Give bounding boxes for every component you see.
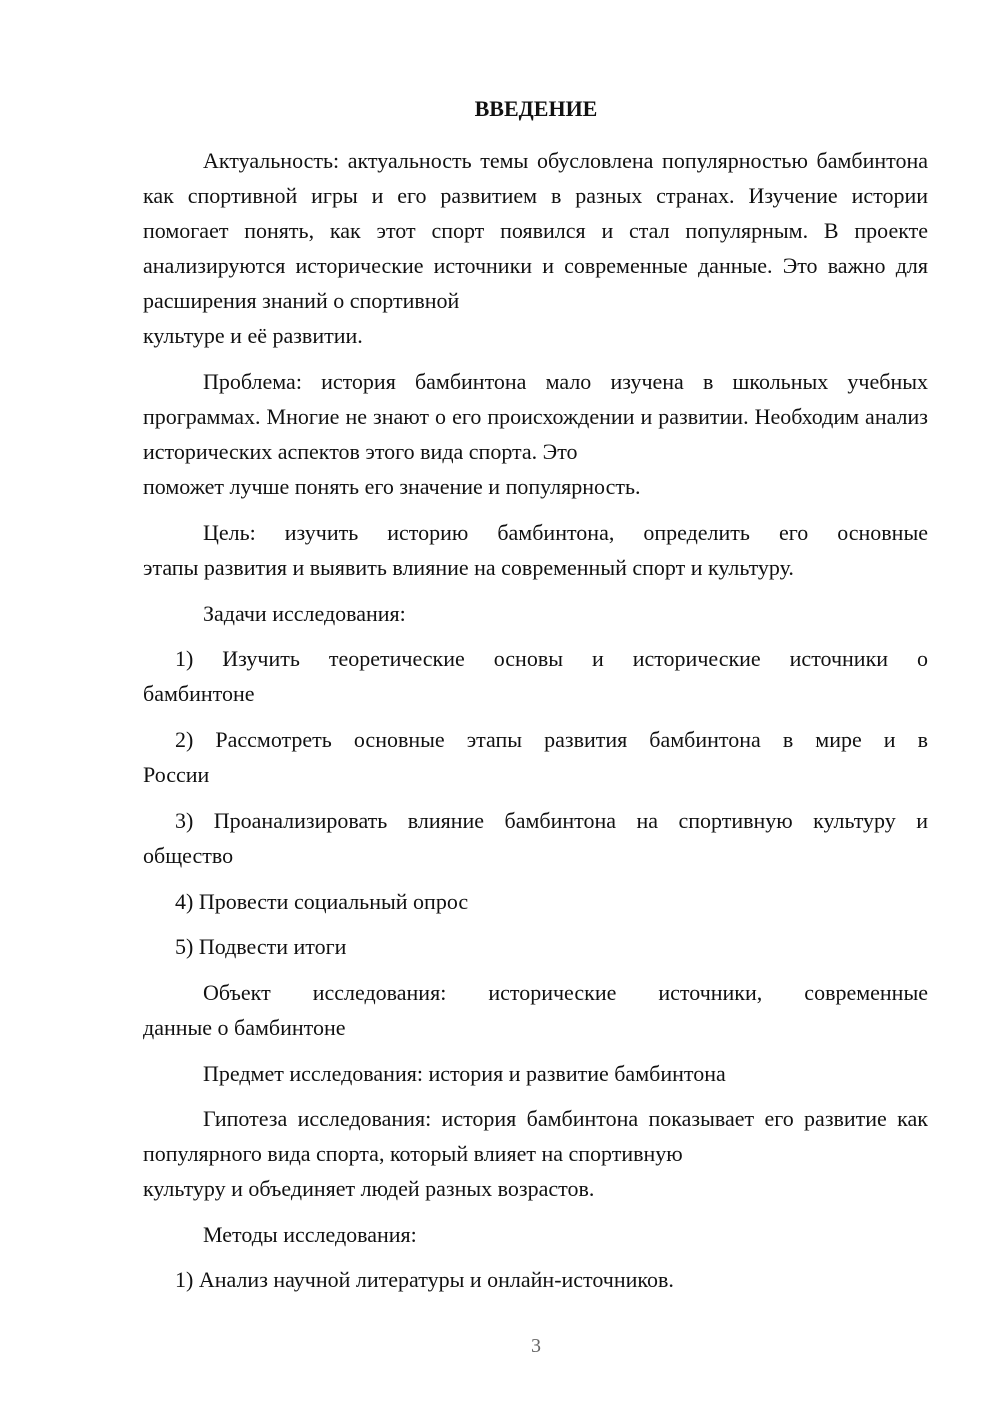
problem-paragraph: Проблема: история бамбинтона мало изучена в школьных учебных программах. Многие не знают о его происхождении и развитии. Необходим анализ исторических аспектов этого вида спорта. Это	[143, 369, 928, 464]
task-item-1-end: бамбинтоне	[143, 681, 255, 706]
tasks-heading: Задачи исследования:	[203, 601, 406, 626]
goal-paragraph: Цель: изучить историю бамбинтона, определить его основные	[203, 520, 928, 545]
relevance-paragraph-end: культуре и её развитии.	[143, 323, 363, 348]
relevance-paragraph: Актуальность: актуальность темы обусловлена популярностью бамбинтона как спортивной игры и его развитием в разных странах. Изучение истории помогает понять, как этот спорт появился и стал популярным. В проекте анализируются исторические источники и современные данные. Это важно для расширения знаний о спортивной	[143, 148, 928, 313]
task-item-2-end: России	[143, 762, 210, 787]
task-item-4: 4) Провести социальный опрос	[175, 889, 469, 914]
hypothesis-paragraph-end: культуру и объединяет людей разных возрастов.	[143, 1176, 595, 1201]
hypothesis-paragraph: Гипотеза исследования: история бамбинтона показывает его развитие как популярного вида спорта, который влияет на спортивную	[143, 1106, 928, 1166]
object-paragraph: Объект исследования: исторические источники, современные	[203, 980, 928, 1005]
page-number: 3	[531, 1335, 541, 1357]
object-paragraph-end: данные о бамбинтоне	[143, 1015, 346, 1040]
task-item-2: 2) Рассмотреть основные этапы развития бамбинтона в мире и в	[175, 727, 928, 752]
task-item-3: 3) Проанализировать влияние бамбинтона на спортивную культуру и	[175, 808, 928, 833]
task-item-1: 1) Изучить теоретические основы и исторические источники о	[175, 646, 928, 671]
method-item-1: 1) Анализ научной литературы и онлайн-источников.	[175, 1267, 674, 1292]
task-item-3-end: общество	[143, 843, 234, 868]
goal-paragraph-end: этапы развития и выявить влияние на современный спорт и культуру.	[143, 555, 794, 580]
subject-paragraph: Предмет исследования: история и развитие бамбинтона	[203, 1061, 726, 1086]
problem-paragraph-end: поможет лучше понять его значение и популярность.	[143, 474, 641, 499]
methods-heading: Методы исследования:	[203, 1222, 417, 1247]
task-item-5: 5) Подвести итоги	[175, 934, 347, 959]
page-title: ВВЕДЕНИЕ	[474, 96, 598, 121]
